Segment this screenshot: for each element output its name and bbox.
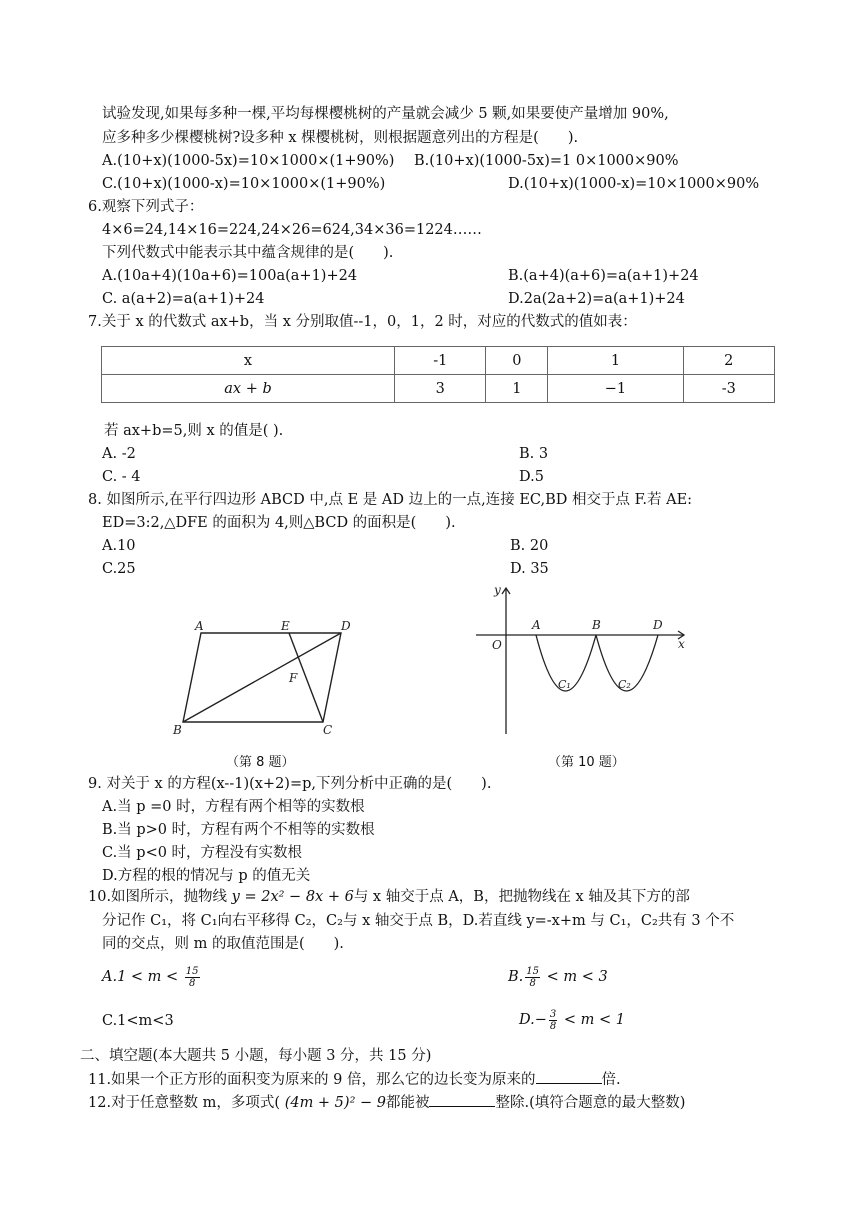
q11	[88, 1068, 621, 1090]
table-cell: 1	[548, 347, 683, 375]
polynomial-expression: (4m + 5)² − 9	[284, 1095, 386, 1111]
q12	[88, 1091, 685, 1113]
label-a: A	[195, 620, 204, 633]
fraction	[549, 1009, 557, 1032]
table-cell: 2	[683, 347, 774, 375]
label-f: F	[289, 671, 298, 685]
fraction-numerator: 3	[549, 1008, 557, 1020]
q5-line2: 应多种多少棵樱桃树?设多种 x 棵樱桃树，则根据题意列出的方程是( ).	[102, 130, 579, 146]
q7-option-a: A. -2	[102, 446, 136, 462]
label-b: B	[173, 723, 182, 737]
table-row	[102, 375, 775, 403]
table-cell: −1	[548, 375, 683, 403]
q10-line1-text-b: 与 x 轴交于点 A，B，把抛物线在 x 轴及其下方的部	[353, 889, 690, 905]
table-cell: -3	[683, 375, 774, 403]
fraction	[185, 966, 200, 989]
q7-option-d: D.5	[519, 469, 544, 485]
q5-option-d: D.(10+x)(1000-x)=10×1000×90%	[508, 176, 760, 192]
table-row	[102, 347, 775, 375]
q8-line2: ED=3:2,△DFE 的面积为 4,则△BCD 的面积是( ).	[102, 515, 456, 531]
label-d: D	[341, 620, 351, 633]
q8-option-c: C.25	[102, 561, 136, 577]
q9-option-b: B.当 p>0 时，方程有两个不相等的实数根	[102, 822, 375, 838]
q12-text: 12.对于任意整数 m，多项式(	[88, 1095, 285, 1111]
label-c1: C₁	[558, 678, 571, 691]
fraction-numerator: 15	[526, 965, 539, 977]
q10-line1	[88, 887, 690, 907]
table-cell: 0	[486, 347, 548, 375]
q6-option-c: C. a(a+2)=a(a+1)+24	[102, 291, 265, 307]
q11-text: 11.如果一个正方形的面积变为原来的 9 倍，那么它的边长变为原来的	[88, 1072, 536, 1088]
q7-option-c: C. - 4	[102, 469, 141, 485]
q10-line3: 同的交点，则 m 的取值范围是( ).	[102, 936, 344, 952]
label-y: y	[494, 583, 501, 597]
q5-option-b: B.(10+x)(1000-5x)=1 0×1000×90%	[414, 153, 679, 169]
figure-8-caption: （第 8 题）	[226, 755, 295, 770]
q5-option-a: A.(10+x)(1000-5x)=10×1000×(1+90%)	[102, 153, 395, 169]
q9-stem: 9. 对关于 x 的方程(x--1)(x+2)=p,下列分析中正确的是( ).	[88, 776, 492, 792]
q6-option-d: D.2a(2a+2)=a(a+1)+24	[508, 291, 685, 307]
label-b: B	[592, 618, 601, 632]
figure-10-caption: （第 10 题）	[548, 755, 625, 770]
option-b-suffix: < m < 3	[542, 969, 608, 985]
fraction-denominator: 8	[549, 1020, 557, 1032]
fraction	[525, 966, 540, 989]
fraction-denominator: 8	[529, 977, 536, 989]
label-c2: C₂	[618, 678, 631, 691]
q6-series: 4×6=24,14×16=224,24×26=624,34×36=1224……	[102, 222, 482, 238]
q9-option-a: A.当 p =0 时，方程有两个相等的实数根	[102, 799, 365, 815]
q12-suffix: 整除.(填符合题意的最大整数)	[495, 1095, 686, 1111]
fraction-numerator: 15	[185, 965, 199, 977]
table-cell: -1	[395, 347, 486, 375]
q8-option-b: B. 20	[510, 538, 549, 554]
section-2-heading: 二、填空题(本大题共 5 小题，每小题 3 分，共 15 分)	[80, 1048, 432, 1064]
figure-8-parallelogram	[165, 620, 365, 750]
q6-option-b: B.(a+4)(a+6)=a(a+1)+24	[508, 268, 699, 284]
q10-option-d	[519, 1008, 625, 1032]
q11-suffix: 倍.	[601, 1072, 621, 1088]
figure-10-parabolas	[470, 582, 700, 740]
q7-stem: 7.关于 x 的代数式 ax+b，当 x 分别取值--1，0，1，2 时，对应的代数式的值如表：	[88, 314, 637, 330]
q9-option-d: D.方程的根的情况与 p 的值无关	[102, 868, 311, 884]
q10-line2: 分记作 C₁，将 C₁向右平移得 C₂，C₂与 x 轴交于点 B，D.若直线 y=-x+m 与 C₁，C₂共有 3 个不	[102, 913, 735, 929]
table-cell: 3	[395, 375, 486, 403]
q7-option-b: B. 3	[519, 446, 549, 462]
answer-blank[interactable]	[536, 1068, 602, 1084]
fraction-denominator: 8	[188, 977, 196, 989]
q6-stem: 6.观察下列式子：	[88, 199, 204, 215]
q6-ask: 下列代数式中能表示其中蕴含规律的是( ).	[102, 245, 394, 261]
label-a: A	[532, 618, 541, 632]
label-d: D	[653, 618, 663, 632]
table-cell: 1	[486, 375, 548, 403]
q9-option-c: C.当 p<0 时，方程没有实数根	[102, 845, 303, 861]
q10-option-a	[102, 965, 202, 989]
option-a-prefix: A.1 < m <	[102, 969, 183, 985]
answer-blank[interactable]	[429, 1091, 495, 1107]
label-x: x	[678, 637, 685, 651]
label-e: E	[281, 620, 290, 633]
q5-line1: 试验发现,如果每多种一棵,平均每棵樱桃树的产量就会减少 5 颗,如果要使产量增加 90%,	[102, 106, 669, 122]
label-o: O	[492, 638, 502, 652]
q7-value-table	[101, 346, 775, 403]
q10-option-c: C.1<m<3	[102, 1013, 174, 1029]
label-c: C	[323, 723, 333, 737]
table-cell: ax + b	[102, 375, 395, 403]
q5-option-c: C.(10+x)(1000-x)=10×1000×(1+90%)	[102, 176, 386, 192]
q12-middle: 都能被	[385, 1095, 430, 1111]
q7-ask: 若 ax+b=5,则 x 的值是( ).	[104, 423, 284, 439]
option-d-suffix: < m < 1	[559, 1012, 625, 1028]
option-d-prefix: D.−	[519, 1012, 547, 1028]
q8-option-a: A.10	[102, 538, 136, 554]
q8-line1: 8. 如图所示,在平行四边形 ABCD 中,点 E 是 AD 边上的一点,连接 EC,BD 相交于点 F.若 AE:	[88, 492, 693, 508]
table-cell: x	[102, 347, 395, 375]
q10-line1-text-a: 10.如图所示，抛物线	[88, 889, 232, 905]
option-b-prefix: B.	[508, 969, 524, 985]
q10-option-b	[508, 965, 608, 989]
q6-option-a: A.(10a+4)(10a+6)=100a(a+1)+24	[102, 268, 358, 284]
parabola-equation: y = 2x² − 8x + 6	[231, 889, 354, 905]
q8-option-d: D. 35	[510, 561, 549, 577]
